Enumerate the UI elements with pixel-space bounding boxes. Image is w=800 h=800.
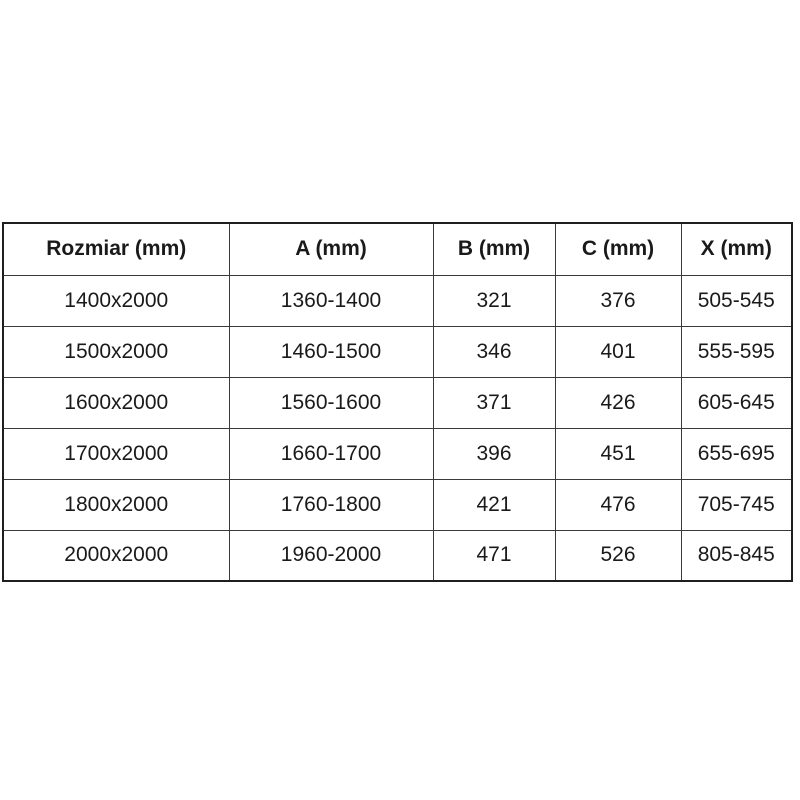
- table-row: [3, 377, 792, 428]
- table-cell: 1660-1700: [229, 428, 433, 479]
- table-header: [3, 223, 792, 275]
- table-body: [3, 275, 792, 581]
- table-cell: 1960-2000: [229, 530, 433, 581]
- table-cell: 1800x2000: [3, 479, 229, 530]
- table-cell: 1700x2000: [3, 428, 229, 479]
- table-cell: 376: [555, 275, 681, 326]
- table-cell: 421: [433, 479, 555, 530]
- table-cell: 505-545: [681, 275, 792, 326]
- header-row: [3, 223, 792, 275]
- column-header-rozmiar: Rozmiar (mm): [3, 223, 229, 275]
- table-cell: 426: [555, 377, 681, 428]
- table-cell: 2000x2000: [3, 530, 229, 581]
- table-row: [3, 479, 792, 530]
- table-cell: 555-595: [681, 326, 792, 377]
- table-cell: 1460-1500: [229, 326, 433, 377]
- table-cell: 805-845: [681, 530, 792, 581]
- column-header-x: X (mm): [681, 223, 792, 275]
- table-row: [3, 530, 792, 581]
- table-cell: 526: [555, 530, 681, 581]
- table-cell: 476: [555, 479, 681, 530]
- table-cell: 346: [433, 326, 555, 377]
- table-cell: 371: [433, 377, 555, 428]
- table-cell: 471: [433, 530, 555, 581]
- column-header-c: C (mm): [555, 223, 681, 275]
- table-cell: 1600x2000: [3, 377, 229, 428]
- column-header-a: A (mm): [229, 223, 433, 275]
- table-cell: 1400x2000: [3, 275, 229, 326]
- table-cell: 605-645: [681, 377, 792, 428]
- table-cell: 705-745: [681, 479, 792, 530]
- table-row: [3, 275, 792, 326]
- table-cell: 1500x2000: [3, 326, 229, 377]
- table-cell: 401: [555, 326, 681, 377]
- table-cell: 1760-1800: [229, 479, 433, 530]
- table-cell: 396: [433, 428, 555, 479]
- table-row: [3, 428, 792, 479]
- table-cell: 451: [555, 428, 681, 479]
- table-cell: 321: [433, 275, 555, 326]
- table-cell: 1560-1600: [229, 377, 433, 428]
- size-spec-table: [2, 222, 793, 582]
- table-row: [3, 326, 792, 377]
- table-cell: 655-695: [681, 428, 792, 479]
- column-header-b: B (mm): [433, 223, 555, 275]
- table-cell: 1360-1400: [229, 275, 433, 326]
